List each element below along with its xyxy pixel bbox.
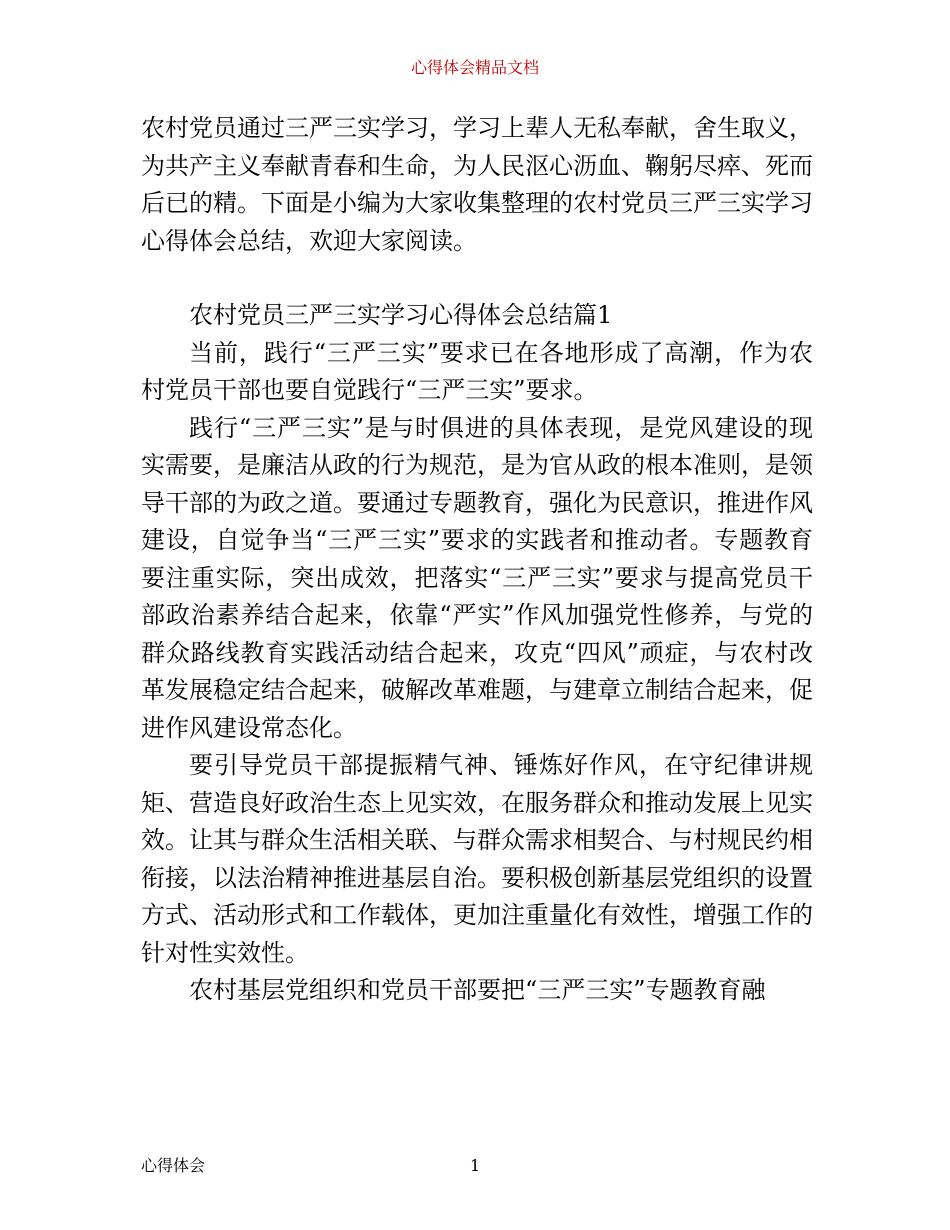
body-paragraph-1: 当前，践行“三严三实”要求已在各地形成了高潮，作为农村党员干部也要自觉践行“三严三实”要求。 — [141, 338, 813, 404]
page-header-title: 心得体会精品文档 — [410, 58, 539, 77]
page-number: 1 — [470, 1156, 481, 1175]
paragraph-spacer — [141, 260, 813, 297]
document-body — [141, 110, 813, 1010]
section-title: 农村党员三严三实学习心得体会总结篇1 — [189, 301, 613, 329]
intro-paragraph: 农村党员通过三严三实学习，学习上辈人无私奉献，舍生取义，为共产主义奉献青春和生命，为人民沤心沥血、鞠躬尽瘁、死而后已的精。下面是小编为大家收集整理的农村党员三严三实学习心得体会总结，欢迎大家阅读。 — [141, 114, 813, 255]
body-paragraph-4: 农村基层党组织和党员干部要把“三严三实”专题教育融 — [189, 976, 766, 1004]
body-paragraph-3: 要引导党员干部提振精气神、锤炼好作风，在守纪律讲规矩、营造良好政治生态上见实效，在服务群众和推动发展上见实效。让其与群众生活相关联、与群众需求相契合、与村规民约相衔接，以法治精神推进基层自治。要积极创新基层党组织的设置方式、活动形式和工作载体，更加注重量化有效性，增强工作的针对性实效性。 — [141, 751, 813, 967]
footer-label: 心得体会 — [141, 1156, 206, 1175]
body-paragraph-2: 践行“三严三实”是与时俱进的具体表现，是党风建设的现实需要，是廉洁从政的行为规范，是为官从政的根本准则，是领导干部的为政之道。要通过专题教育，强化为民意识，推进作风建设，自觉争当“三严三实”要求的实践者和推动者。专题教育要注重实际，突出成效，把落实“三严三实”要求与提高党员干部政治素养结合起来，依靠“严实”作风加强党性修养，与党的群众路线教育实践活动结合起来，攻克“四风”顽症，与农村改革发展稳定结合起来，破解改革难题，与建章立制结合起来，促进作风建设常态化。 — [141, 413, 813, 742]
